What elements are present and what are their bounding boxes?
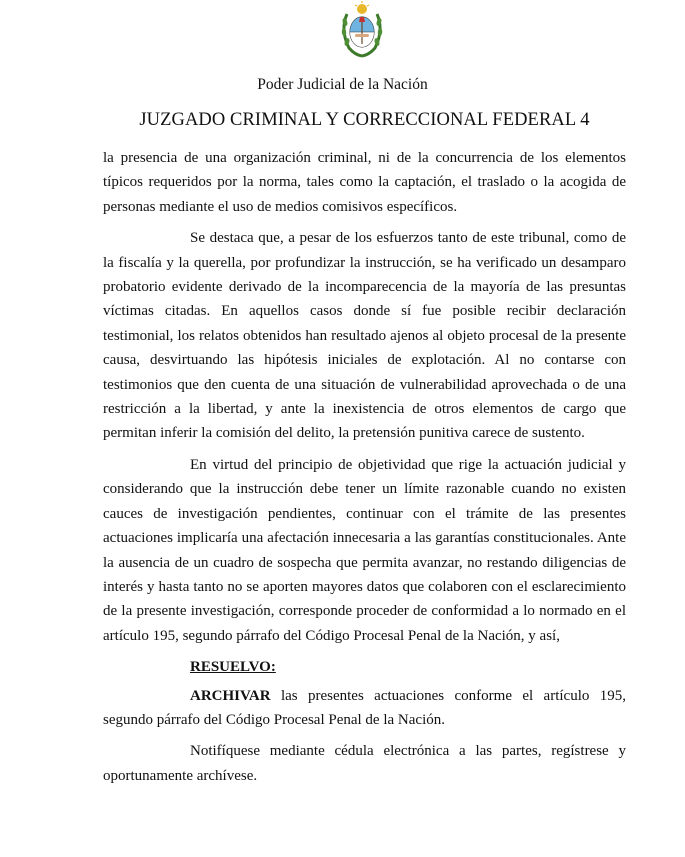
resuelvo-heading: RESUELVO: — [190, 659, 276, 676]
notifiquese-paragraph: Notifíquese mediante cédula electrónica a las partes, regístrese y oportunamente archívese. — [103, 743, 626, 784]
institution-header: Poder Judicial de la Nación — [257, 76, 428, 93]
paragraph-3: En virtud del principio de objetividad que rige la actuación judicial y considerando que la instrucción debe tener un límite razonable cuando no existen cauces de investigación pendientes, continuar con el trámite de las presentes actuaciones implicaría una afectación innecesaria a las garantías constitucionales. Ante la ausencia de un cuadro de sospecha que permita avanzar, no restando diligencias de interés y hasta tanto no se aporten mayores datos que colaboren con el esclarecimiento de la presente investigación, corresponde proceder de conformidad a lo normado en el artículo 195, segundo párrafo del Código Procesal Penal de la Nación, y así, — [103, 456, 626, 644]
resuelvo-heading-wrap — [103, 655, 626, 679]
national-seal-icon — [337, 0, 387, 58]
archivar-keyword: ARCHIVAR — [190, 687, 271, 704]
archivar-paragraph — [103, 684, 626, 733]
paragraph-1: la presencia de una organización criminal, ni de la concurrencia de los elementos típicos requeridos por la norma, tales como la captación, el traslado o la acogida de personas mediante el uso de medios comisivos específicos. — [103, 150, 626, 215]
court-header: JUZGADO CRIMINAL Y CORRECCIONAL FEDERAL 4 — [139, 110, 590, 130]
archivar-text: las presentes actuaciones conforme el artículo 195, segundo párrafo del Código Procesal Penal de la Nación. — [103, 687, 626, 728]
paragraph-2: Se destaca que, a pesar de los esfuerzos tanto de este tribunal, como de la fiscalía y la querella, por profundizar la instrucción, se ha verificado un desamparo probatorio evidente derivado de la incomparecencia de la mayoría de las presuntas víctimas citadas. En aquellos casos donde sí fue posible recibir declaración testimonial, los relatos obtenidos han resultado ajenos al objeto procesal de la presente causa, desvirtuando las hipótesis iniciales de explotación. Al no contarse con testimonios que den cuenta de una situación de vulnerabilidad aprovechada o de una restricción a la libertad, y ante la inexistencia de otros elementos de cargo que permitan inferir la comisión del delito, la pretensión punitiva carece de sustento. — [103, 230, 626, 442]
document-body — [103, 146, 626, 795]
